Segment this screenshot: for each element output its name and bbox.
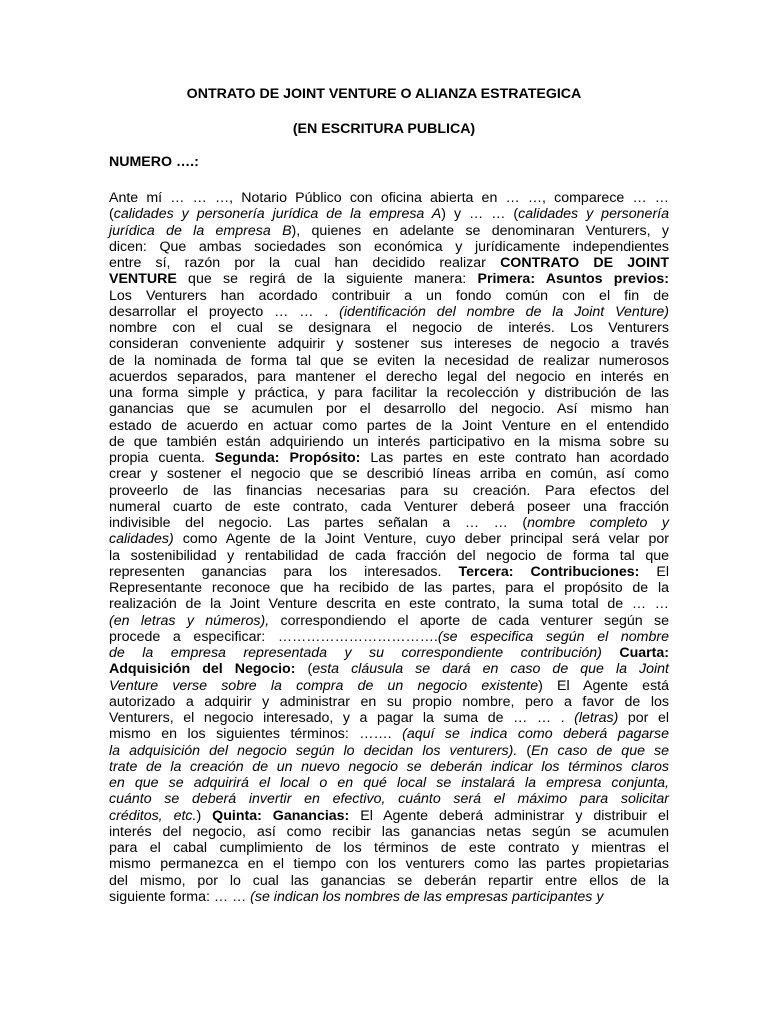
text-run: (se indican los nombres de las empresas participantes y bbox=[250, 888, 604, 905]
text-run: que se regirá de la siguiente manera: bbox=[176, 271, 478, 288]
text-run: Venture verse sobre la compra de un negocio existente bbox=[109, 677, 539, 694]
text-run: procede a especificar: ……………………………. bbox=[109, 628, 438, 645]
text-run: interés del negocio, así como recibir las ganancias netas según se acumulen bbox=[109, 823, 669, 840]
body-line bbox=[109, 564, 669, 580]
text-run: entre sí, razón por la cual han decidido realizar bbox=[109, 255, 501, 271]
text-run: ) y … … ( bbox=[441, 206, 519, 223]
body-line bbox=[109, 483, 669, 499]
text-run: indivisible del negocio. Las partes señalan a … … ( bbox=[109, 515, 528, 531]
body-line bbox=[109, 889, 669, 905]
body-line bbox=[109, 548, 669, 564]
text-run: siguiente forma: … … bbox=[109, 888, 251, 905]
text-run: Adquisición del Negocio: bbox=[109, 661, 296, 678]
body-line bbox=[109, 499, 669, 515]
text-run: calidades) bbox=[109, 531, 174, 548]
body-line bbox=[109, 401, 669, 417]
text-run: proveerlo de las financias necesarias para su creación. Para efectos del bbox=[109, 482, 669, 499]
text-run: ( bbox=[295, 661, 313, 678]
body-line bbox=[109, 596, 669, 612]
text-run: autorizado a adquirir y administrar en su propio nombre, pero a favor de los bbox=[109, 693, 669, 710]
text-run: acuerdos separados, para mantener el derecho legal del negocio en interés en bbox=[109, 368, 669, 385]
text-run: la sostenibilidad y rentabilidad de cada fracción del negocio de forma tal que bbox=[109, 547, 669, 564]
body-line bbox=[109, 515, 669, 531]
body-line bbox=[109, 385, 669, 401]
text-run: en que se adquirirá el local o en qué local se instalará la empresa conjunta, bbox=[109, 775, 669, 791]
text-run: Cuarta: bbox=[601, 645, 669, 661]
body-line bbox=[109, 873, 669, 889]
text-run: esta cláusula se dará en caso de que la Joint bbox=[312, 661, 669, 678]
body-line bbox=[109, 645, 669, 661]
text-run: de la nominada de forma tal que se eviten la necesidad de realizar numerosos bbox=[109, 352, 669, 369]
text-run: representen ganancias para los interesados. bbox=[109, 563, 459, 580]
text-run: El bbox=[639, 563, 670, 580]
body-line bbox=[109, 369, 669, 385]
text-run: Segunda: Propósito: bbox=[214, 450, 361, 466]
body-line bbox=[109, 629, 669, 645]
text-run: (identificación del nombre de la Joint Venture) bbox=[339, 303, 669, 320]
text-run: como Agente de la Joint Venture, cuyo deber principal será velar por bbox=[173, 531, 669, 548]
text-run: jurídica de la empresa B bbox=[109, 222, 292, 239]
body-line bbox=[109, 304, 669, 320]
text-run: trate de la creación de un nuevo negocio se deberán indicar los términos claros bbox=[109, 758, 669, 775]
body-line bbox=[109, 255, 669, 271]
body-line bbox=[109, 580, 669, 596]
text-run: estado de acuerdo en actuar como partes de la Joint Venture en el entendido bbox=[109, 417, 669, 434]
body-line bbox=[109, 223, 669, 239]
text-run: ) bbox=[196, 807, 213, 824]
body-line bbox=[109, 418, 669, 434]
body-line bbox=[109, 613, 669, 629]
text-run: mismo permanezca en el tiempo con los venturers como las partes propietarias bbox=[109, 856, 669, 873]
text-run: dicen: Que ambas sociedades son económica y jurídicamente independientes bbox=[109, 238, 669, 255]
body-line bbox=[109, 759, 669, 775]
body-line bbox=[109, 726, 669, 742]
text-run: Representante reconoce que ha recibido de las partes, para el propósito de la bbox=[109, 580, 669, 596]
text-run: VENTURE bbox=[109, 271, 177, 288]
body-line bbox=[109, 271, 669, 287]
text-run: mismo en los siguientes términos: ……. bbox=[109, 726, 403, 743]
numero-heading: NUMERO ….: bbox=[109, 154, 199, 170]
text-run: la adquisición del negocio según lo decidan los venturers). bbox=[109, 742, 518, 759]
text-run: CONTRATO DE JOINT bbox=[500, 255, 669, 271]
text-run: consideran conveniente adquirir y sostener sus intereses de negocio a través bbox=[109, 336, 669, 353]
text-run: Los Venturers han acordado contribuir a un fondo común con el fin de bbox=[109, 287, 669, 304]
body-line bbox=[109, 206, 669, 222]
contract-body bbox=[109, 190, 669, 905]
body-line bbox=[109, 824, 669, 840]
text-run: de que también están adquiriendo un interés participativo en la misma sobre su bbox=[109, 433, 669, 450]
text-run: calidades y personería jurídica de la empresa A bbox=[113, 206, 442, 223]
text-run: (se especifica según el nombre bbox=[437, 628, 669, 645]
body-line bbox=[109, 661, 669, 677]
text-run: créditos, etc. bbox=[109, 807, 197, 824]
body-line bbox=[109, 466, 669, 482]
text-run: ganancias que se acumulen por el desarrollo del negocio. Así mismo han bbox=[109, 401, 669, 418]
text-run: En caso de que se bbox=[531, 742, 669, 759]
body-line bbox=[109, 743, 669, 759]
text-run: (aquí se indica como deberá pagarse bbox=[402, 726, 669, 743]
body-line bbox=[109, 320, 669, 336]
text-run: realización de la Joint Venture descrita en este contrato, la suma total de … … bbox=[109, 596, 669, 613]
text-run: una forma simple y práctica, y para facilitar la recolección y distribución de las bbox=[109, 385, 669, 401]
text-run: Ante mí … … …, Notario Público con oficina abierta en … …, comparece … … bbox=[109, 190, 669, 206]
text-run: (en letras y números), bbox=[109, 612, 270, 629]
body-line bbox=[109, 678, 669, 694]
text-run: Primera: Asuntos previos: bbox=[477, 271, 669, 288]
text-run: ( bbox=[109, 206, 114, 223]
body-line bbox=[109, 434, 669, 450]
text-run: cuánto se deberá invertir en efectivo, cuánto será el máximo para solicitar bbox=[109, 791, 669, 808]
body-line bbox=[109, 791, 669, 807]
text-run: crear y sostener el negocio que se describió líneas arriba en común, así como bbox=[109, 466, 669, 483]
body-line bbox=[109, 808, 669, 824]
document-subtitle: (EN ESCRITURA PUBLICA) bbox=[292, 121, 476, 137]
body-line bbox=[109, 190, 669, 206]
body-line bbox=[109, 775, 669, 791]
text-run: (letras) bbox=[574, 710, 619, 726]
text-run: nombre con el cual se designara el negocio de interés. Los Venturers bbox=[109, 320, 669, 336]
text-run: Tercera: Contribuciones: bbox=[458, 563, 640, 580]
text-run: numeral cuarto de este contrato, cada Venturer deberá poseer una fracción bbox=[109, 498, 669, 515]
body-line bbox=[109, 239, 669, 255]
body-line bbox=[109, 694, 669, 710]
body-line bbox=[109, 288, 669, 304]
body-line bbox=[109, 450, 669, 466]
text-run: ( bbox=[517, 742, 532, 759]
text-run: Las partes en este contrato han acordado bbox=[360, 450, 669, 466]
text-run: nombre completo y bbox=[527, 515, 669, 531]
body-line bbox=[109, 531, 669, 547]
text-run: de la empresa representada y su correspondiente contribución) bbox=[109, 645, 602, 661]
text-run: para el cabal cumplimiento de los términos de este contrato y mientras el bbox=[109, 840, 669, 856]
text-run: desarrollar el proyecto … … . bbox=[109, 303, 340, 320]
text-run: ), quienes en adelante se denominaran Venturers, y bbox=[291, 222, 669, 239]
body-line bbox=[109, 840, 669, 856]
body-line bbox=[109, 353, 669, 369]
text-run: ) El Agente está bbox=[538, 677, 669, 694]
document-title: ONTRATO DE JOINT VENTURE O ALIANZA ESTRATEGICA bbox=[186, 86, 582, 102]
text-run: por el bbox=[618, 710, 670, 726]
body-line bbox=[109, 710, 669, 726]
text-run: calidades y personería bbox=[518, 206, 670, 223]
text-run: El Agente deberá administrar y distribuir el bbox=[349, 807, 670, 824]
text-run: Quinta: Ganancias: bbox=[212, 807, 350, 824]
body-line bbox=[109, 336, 669, 352]
text-run: propia cuenta. bbox=[109, 450, 215, 466]
text-run: Venturers, el negocio interesado, y a pagar la suma de … … . bbox=[109, 710, 575, 726]
body-line bbox=[109, 856, 669, 872]
text-run: del mismo, por lo cual las ganancias se deberán repartir entre ellos de la bbox=[109, 872, 669, 889]
text-run: correspondiendo el aporte de cada venturer según se bbox=[269, 612, 669, 629]
